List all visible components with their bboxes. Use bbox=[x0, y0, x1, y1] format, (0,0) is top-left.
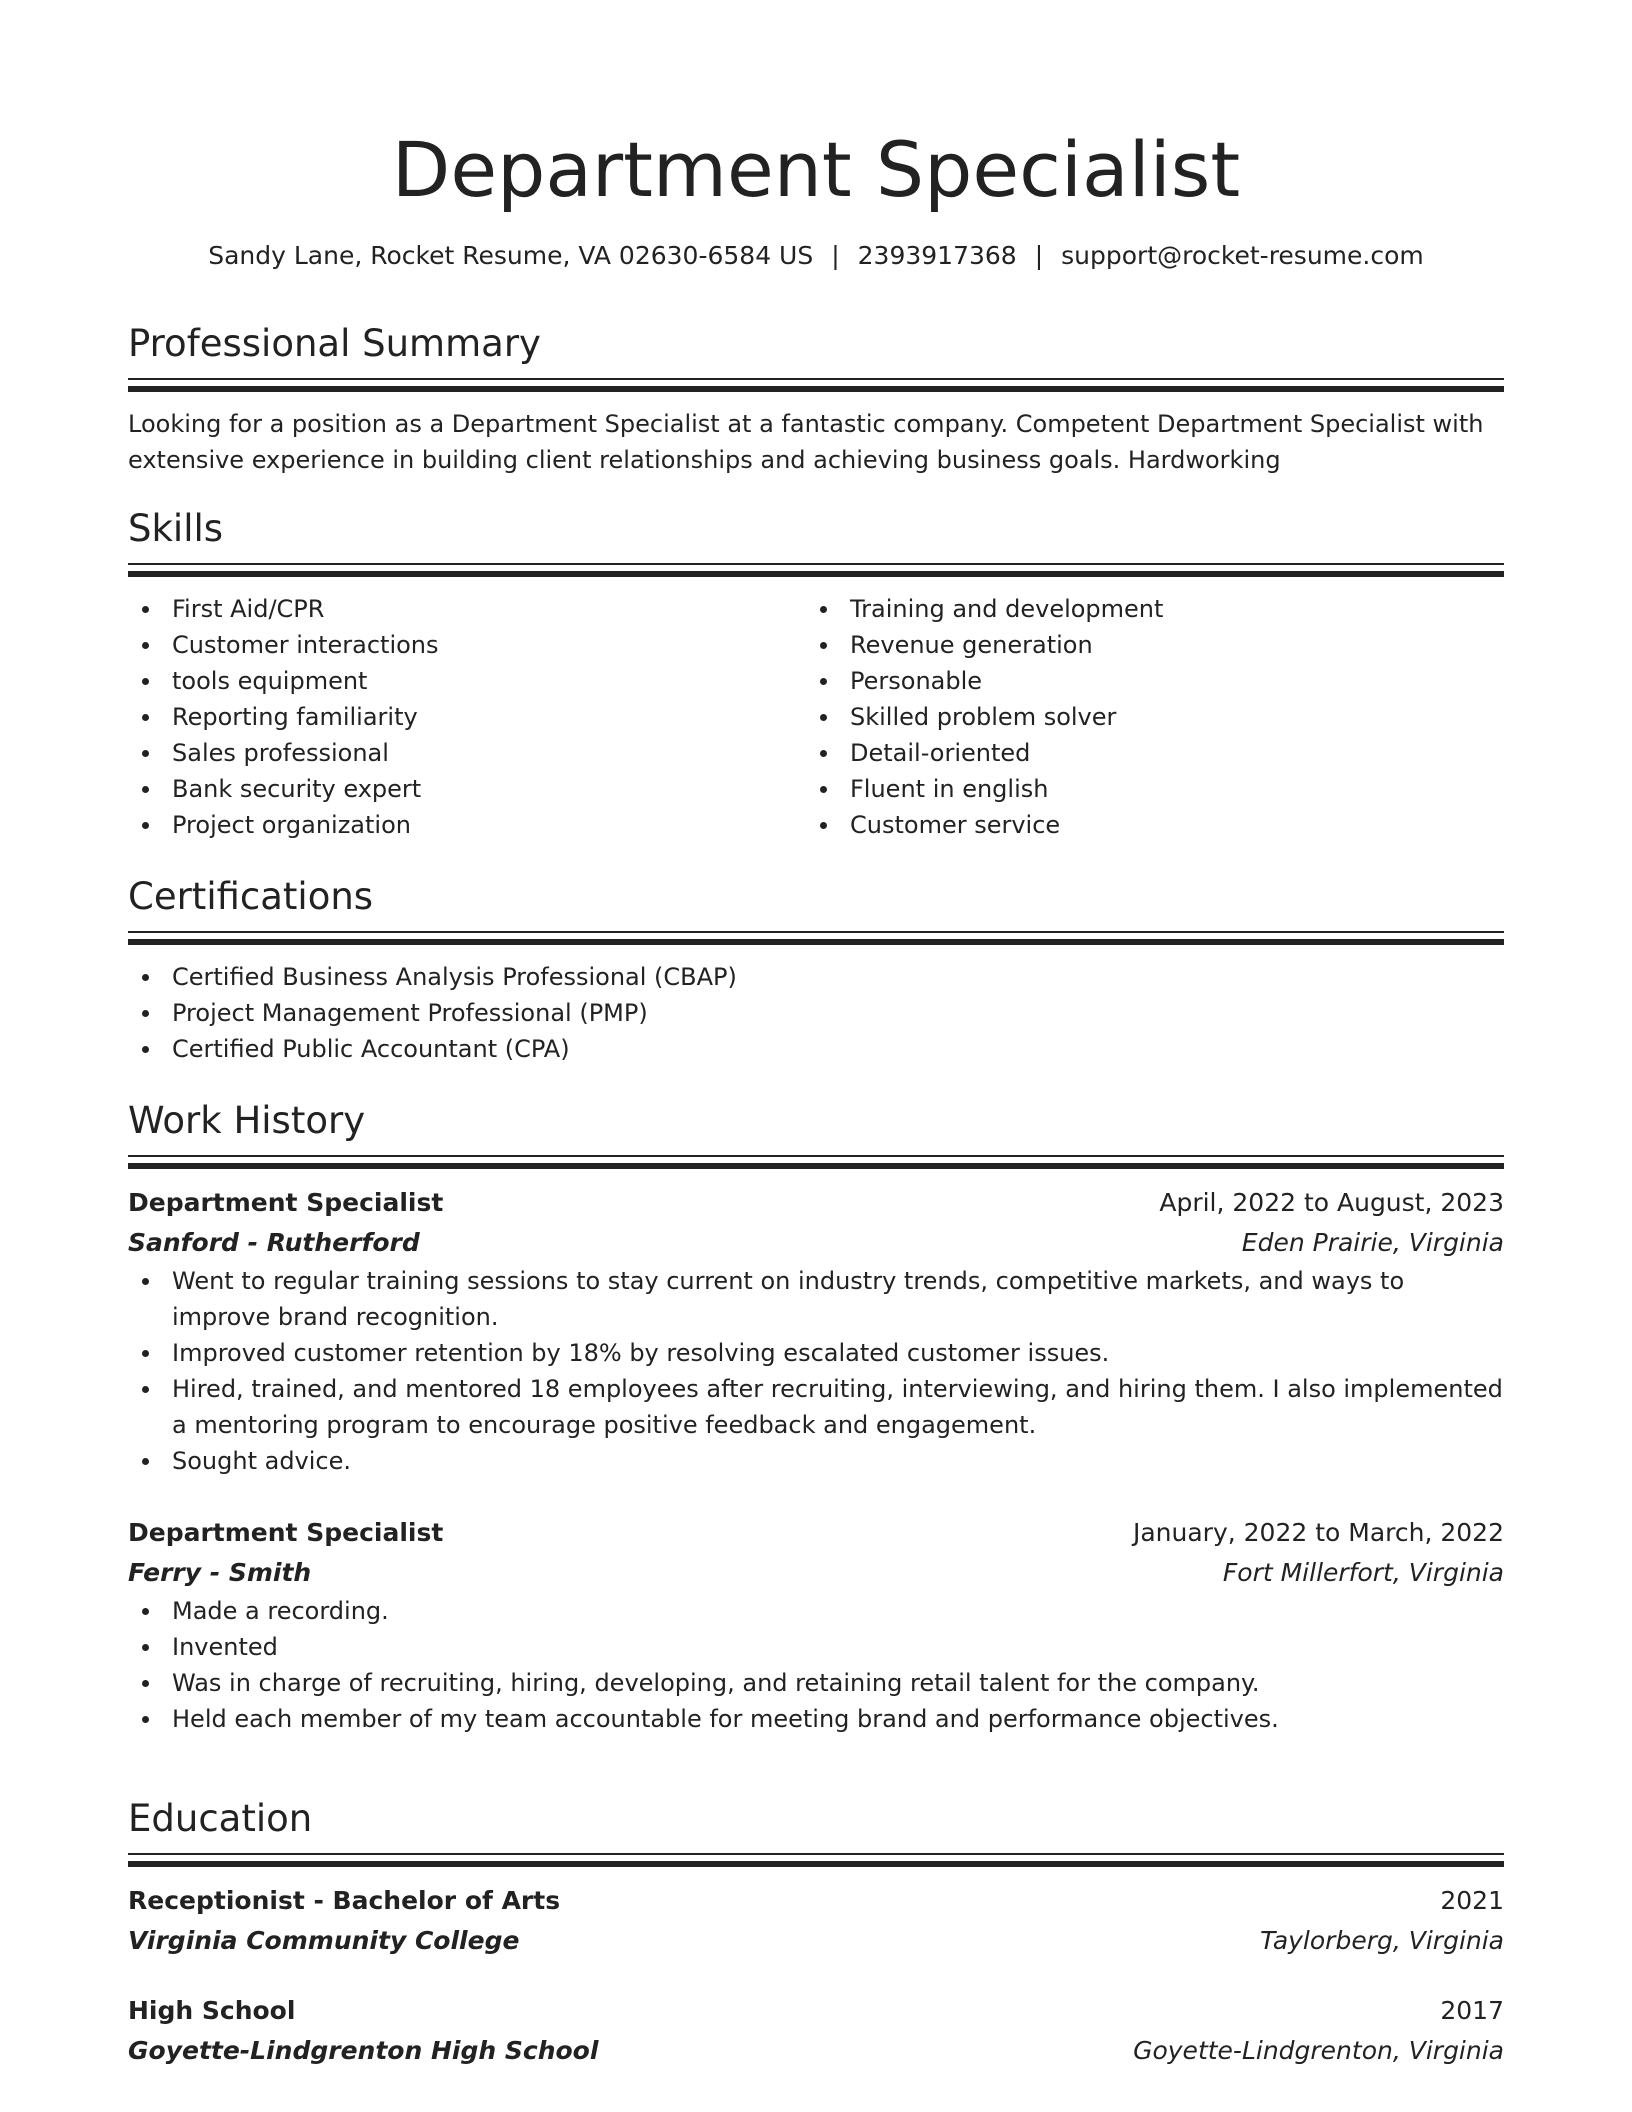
job-company: Sanford - Rutherford bbox=[128, 1228, 420, 1257]
section-rule bbox=[128, 1155, 1504, 1157]
education-entry bbox=[128, 1881, 1504, 1961]
contact-line bbox=[128, 238, 1504, 274]
job-location: Fort Millerfort, Virginia bbox=[1222, 1558, 1504, 1587]
section-rule bbox=[128, 571, 1504, 577]
job-subheader bbox=[128, 1223, 1504, 1263]
job-entry bbox=[128, 1513, 1504, 1737]
skill-item: Personable bbox=[806, 663, 1484, 699]
certification-item: Project Management Professional (PMP) bbox=[128, 995, 1504, 1031]
skill-item: Customer service bbox=[806, 807, 1484, 843]
job-bullets bbox=[128, 1593, 1504, 1737]
section-rule bbox=[128, 1861, 1504, 1867]
candidate-name: Department Specialist bbox=[391, 125, 1241, 214]
job-bullet: Went to regular training sessions to stay current on industry trends, competitive markets, and ways to improve brand recognition. bbox=[128, 1263, 1504, 1335]
job-header bbox=[128, 1183, 1504, 1223]
skill-item: Skilled problem solver bbox=[806, 699, 1484, 735]
education-school: Goyette-Lindgrenton High School bbox=[128, 2036, 599, 2065]
summary-text: Looking for a position as a Department Specialist at a fantastic company. Competent Department Specialist with extensive experience in building client relationships and achieving business goals. Hardworking bbox=[128, 410, 1484, 474]
skill-item: Reporting familiarity bbox=[128, 699, 806, 735]
skill-item: Training and development bbox=[806, 591, 1484, 627]
skill-item: Fluent in english bbox=[806, 771, 1484, 807]
education-subheader bbox=[128, 2031, 1504, 2071]
contact-email[interactable]: support@rocket-resume.com bbox=[1061, 241, 1424, 270]
skill-item: Detail-oriented bbox=[806, 735, 1484, 771]
job-entry bbox=[128, 1183, 1504, 1479]
contact-separator: | bbox=[831, 241, 840, 270]
job-title: Department Specialist bbox=[128, 1188, 444, 1217]
section-title-skills: Skills bbox=[128, 507, 224, 550]
section-title-work: Work History bbox=[128, 1099, 366, 1142]
certifications-section bbox=[128, 873, 1504, 1067]
job-bullet: Held each member of my team accountable for meeting brand and performance objectives. bbox=[128, 1701, 1504, 1737]
section-rule bbox=[128, 931, 1504, 933]
skills-columns bbox=[128, 591, 1504, 843]
job-location: Eden Prairie, Virginia bbox=[1241, 1228, 1504, 1257]
section-rule bbox=[128, 378, 1504, 380]
summary-section bbox=[128, 320, 1504, 478]
skill-item: First Aid/CPR bbox=[128, 591, 806, 627]
education-degree: High School bbox=[128, 1996, 296, 2025]
skills-section bbox=[128, 505, 1504, 843]
certification-item: Certified Business Analysis Professional (CBAP) bbox=[128, 959, 1504, 995]
education-header bbox=[128, 1881, 1504, 1921]
certifications-list bbox=[128, 959, 1504, 1067]
job-bullet: Improved customer retention by 18% by resolving escalated customer issues. bbox=[128, 1335, 1504, 1371]
education-location: Goyette-Lindgrenton, Virginia bbox=[1133, 2036, 1504, 2065]
contact-phone: 2393917368 bbox=[857, 241, 1017, 270]
skills-list-right bbox=[806, 591, 1484, 843]
job-subheader bbox=[128, 1553, 1504, 1593]
section-title-summary: Professional Summary bbox=[128, 322, 541, 365]
education-subheader bbox=[128, 1921, 1504, 1961]
section-title-education: Education bbox=[128, 1797, 313, 1840]
contact-separator: | bbox=[1034, 241, 1044, 270]
section-rule bbox=[128, 1163, 1504, 1169]
job-bullet: Hired, trained, and mentored 18 employees after recruiting, interviewing, and hiring them. I also implemented a mentoring program to encourage positive feedback and engagement. bbox=[128, 1371, 1504, 1443]
job-header bbox=[128, 1513, 1504, 1553]
job-company: Ferry - Smith bbox=[128, 1558, 312, 1587]
skills-list-left bbox=[128, 591, 806, 843]
section-title-certifications: Certifications bbox=[128, 875, 374, 918]
skill-item: Bank security expert bbox=[128, 771, 806, 807]
education-header bbox=[128, 1991, 1504, 2031]
education-location: Taylorberg, Virginia bbox=[1260, 1926, 1504, 1955]
certification-item: Certified Public Accountant (CPA) bbox=[128, 1031, 1504, 1067]
section-rule bbox=[128, 386, 1504, 392]
section-rule bbox=[128, 1853, 1504, 1855]
education-school: Virginia Community College bbox=[128, 1926, 520, 1955]
job-dates: April, 2022 to August, 2023 bbox=[1159, 1188, 1504, 1217]
skill-item: Project organization bbox=[128, 807, 806, 843]
skill-item: Sales professional bbox=[128, 735, 806, 771]
section-rule bbox=[128, 939, 1504, 945]
education-year: 2021 bbox=[1440, 1886, 1504, 1915]
job-bullet: Made a recording. bbox=[128, 1593, 1504, 1629]
education-year: 2017 bbox=[1440, 1996, 1504, 2025]
job-bullet: Invented bbox=[128, 1629, 1504, 1665]
skill-item: tools equipment bbox=[128, 663, 806, 699]
skill-item: Customer interactions bbox=[128, 627, 806, 663]
job-bullet: Sought advice. bbox=[128, 1443, 1504, 1479]
job-title: Department Specialist bbox=[128, 1518, 444, 1547]
education-entry bbox=[128, 1991, 1504, 2071]
section-rule bbox=[128, 563, 1504, 565]
education-degree: Receptionist - Bachelor of Arts bbox=[128, 1886, 561, 1915]
contact-address: Sandy Lane, Rocket Resume, VA 02630-6584 US bbox=[208, 241, 814, 270]
job-bullet: Was in charge of recruiting, hiring, developing, and retaining retail talent for the company. bbox=[128, 1665, 1504, 1701]
education-section bbox=[128, 1795, 1504, 2071]
work-history-section bbox=[128, 1097, 1504, 1737]
job-bullets bbox=[128, 1263, 1504, 1479]
job-dates: January, 2022 to March, 2022 bbox=[1132, 1518, 1504, 1547]
skill-item: Revenue generation bbox=[806, 627, 1484, 663]
